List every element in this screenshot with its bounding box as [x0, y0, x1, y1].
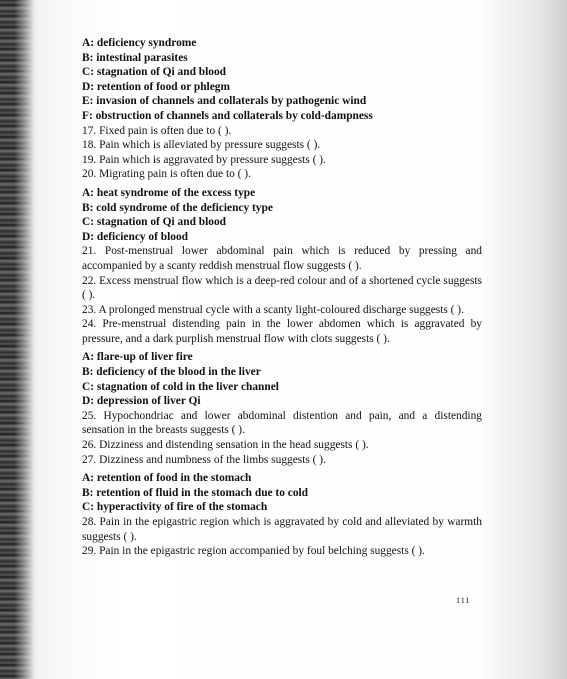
page-number: 111: [456, 596, 471, 605]
option-d: D: deficiency of blood: [82, 230, 188, 243]
question-group-3: [82, 350, 482, 467]
question-27: 27. Dizziness and numbness of the limbs suggests ( ).: [82, 453, 326, 466]
book-binding-shadow: [0, 0, 34, 679]
option-a: A: retention of food in the stomach: [82, 472, 252, 485]
question-list: [82, 36, 482, 563]
option-d: D: depression of liver Qi: [82, 395, 201, 408]
option-d: D: retention of food or phlegm: [82, 80, 230, 93]
question-28: 28. Pain in the epigastric region which is aggravated by cold and alleviated by warmth suggests ( ).: [82, 516, 482, 543]
option-b: B: cold syndrome of the deficiency type: [82, 201, 273, 214]
question-17: 17. Fixed pain is often due to ( ).: [82, 124, 232, 137]
question-21: 21. Post-menstrual lower abdominal pain which is reduced by pressing and accompanied by a scanty reddish menstrual flow suggests ( ).: [82, 245, 482, 272]
option-c: C: stagnation of Qi and blood: [82, 216, 226, 229]
option-b: B: intestinal parasites: [82, 51, 188, 64]
option-c: C: hyperactivity of fire of the stomach: [82, 501, 268, 514]
option-b: B: retention of fluid in the stomach due to cold: [82, 486, 309, 499]
option-a: A: deficiency syndrome: [82, 37, 197, 49]
question-20: 20. Migrating pain is often due to ( ).: [82, 168, 251, 181]
question-24: 24. Pre-menstrual distending pain in the lower abdomen which is aggravated by pressure, and a dark purplish menstrual flow with clots suggests ( ).: [82, 318, 482, 345]
option-e: E: invasion of channels and collaterals by pathogenic wind: [82, 95, 367, 108]
option-a: A: heat syndrome of the excess type: [82, 186, 256, 199]
question-group-1: [82, 36, 482, 182]
question-23: 23. A prolonged menstrual cycle with a scanty light-coloured discharge suggests ( ).: [82, 303, 464, 316]
question-22: 22. Excess menstrual flow which is a deep-red colour and of a shortened cycle suggests ( ).: [82, 274, 482, 302]
question-19: 19. Pain which is aggravated by pressure suggests ( ).: [82, 153, 326, 166]
question-group-2: [82, 186, 482, 347]
question-25: 25. Hypochondriac and lower abdominal distention and pain, and a distending sensation in the breasts suggests ( ).: [82, 409, 482, 437]
question-26: 26. Dizziness and distending sensation in the head suggests ( ).: [82, 439, 369, 452]
option-f: F: obstruction of channels and collaterals by cold-dampness: [82, 109, 373, 122]
option-a: A: flare-up of liver fire: [82, 351, 193, 364]
question-18: 18. Pain which is alleviated by pressure suggests ( ).: [82, 139, 321, 152]
option-c: C: stagnation of Qi and blood: [82, 66, 226, 79]
option-b: B: deficiency of the blood in the liver: [82, 366, 261, 379]
option-c: C: stagnation of cold in the liver channel: [82, 380, 279, 393]
question-group-4: [82, 471, 482, 559]
question-29: 29. Pain in the epigastric region accompanied by foul belching suggests ( ).: [82, 545, 425, 558]
